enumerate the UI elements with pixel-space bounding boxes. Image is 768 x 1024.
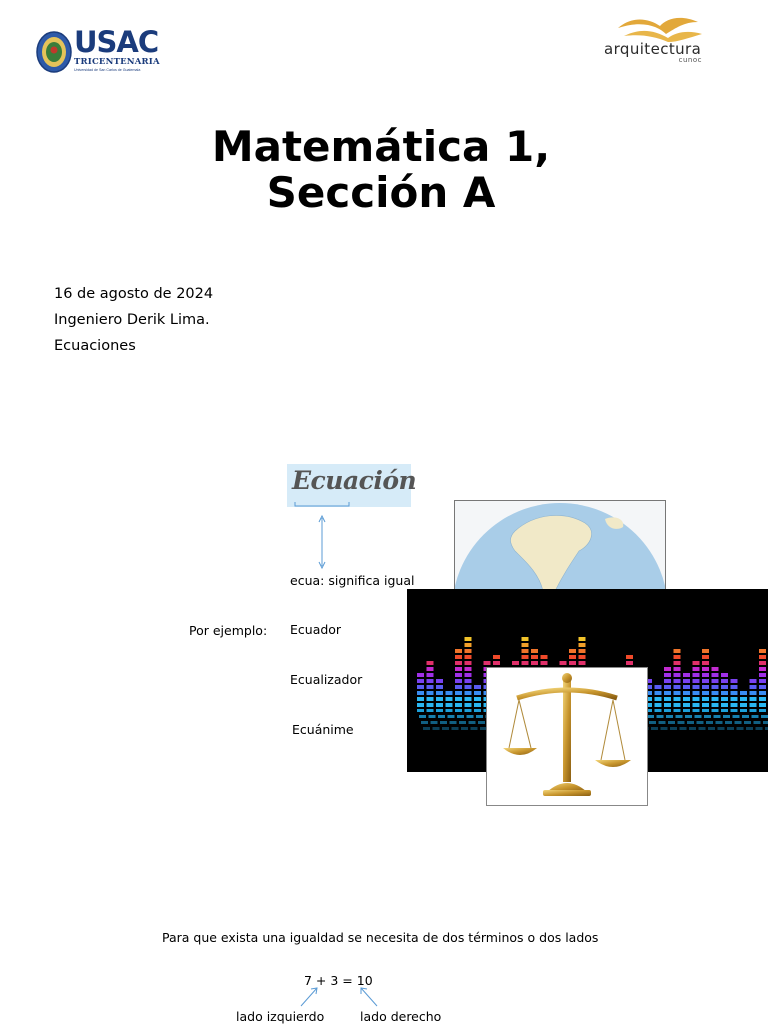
equalizer-segment [465,649,472,653]
equalizer-segment [721,703,728,707]
equalizer-floor-segment [659,721,666,724]
equalizer-floor-segment [759,709,766,712]
topic-text: Ecuaciones [54,338,136,354]
equalizer-segment [455,649,462,653]
equalizer-segment [674,673,681,677]
equalizer-segment [626,655,633,659]
equalizer-segment [427,703,434,707]
equalizer-floor-segment [649,721,656,724]
equalizer-floor-segment [427,709,434,712]
equalizer-floor-segment [438,715,445,718]
equalizer-segment [702,673,709,677]
equalizer-floor-segment [763,721,768,724]
equalizer-segment [455,673,462,677]
equalizer-segment [427,691,434,695]
equalizer-segment [759,661,766,665]
usac-logo [36,25,160,76]
equalizer-segment [702,655,709,659]
equalizer-floor-segment [746,727,753,730]
equalizer-floor-segment [448,715,455,718]
equalizer-floor-segment [712,709,719,712]
equalizer-segment [664,667,671,671]
equalizer-floor-segment [467,715,474,718]
equalizer-segment [465,697,472,701]
equalizer-segment [759,703,766,707]
equalizer-segment [522,655,529,659]
equalizer-segment [455,697,462,701]
usac-tagline: TRICENTENARIA [74,57,160,67]
equalizer-segment [759,673,766,677]
equalizer-floor-segment [471,727,478,730]
equalizer-segment [531,655,538,659]
equalizer-segment [693,673,700,677]
equalizer-segment [455,661,462,665]
right-side-label: lado derecho [360,1009,442,1024]
equalizer-segment [693,679,700,683]
bracket-arrow [290,500,360,572]
equalizer-segment [569,661,576,665]
equalizer-segment [702,649,709,653]
equalizer-floor-segment [455,709,462,712]
equalizer-floor-segment [474,709,481,712]
equalizer-floor-segment [731,709,738,712]
equalizer-floor-segment [419,715,426,718]
equalizer-segment [465,655,472,659]
equalizer-segment [683,685,690,689]
equalizer-segment [655,691,662,695]
equalizer-segment [750,697,757,701]
equalizer-floor-segment [723,715,730,718]
equalizer-segment [626,661,633,665]
title-line-1: Matemática 1, [211,122,551,171]
equalizer-segment [522,643,529,647]
equalizer-segment [750,703,757,707]
equalizer-segment [465,667,472,671]
equalizer-segment [474,703,481,707]
equalizer-segment [731,691,738,695]
equalizer-floor-segment [421,721,428,724]
arquitectura-wordmark: arquitectura [604,40,702,58]
equalizer-floor-segment [750,709,757,712]
equalizer-segment [664,691,671,695]
meaning-text: ecua: significa igual [290,573,415,588]
equalizer-segment [531,661,538,665]
equalizer-segment [721,697,728,701]
equalizer-segment [693,703,700,707]
equalizer-segment [417,691,424,695]
equalizer-floor-segment [740,709,747,712]
equalizer-floor-segment [678,721,685,724]
equalizer-segment [740,697,747,701]
equalizer-segment [465,643,472,647]
equalizer-segment [493,661,500,665]
equalizer-floor-segment [683,709,690,712]
equalizer-floor-segment [702,709,709,712]
equalizer-segment [579,661,586,665]
equalizer-segment [655,697,662,701]
equalizer-segment [427,697,434,701]
equality-sentence: Para que exista una igualdad se necesita de dos términos o dos lados [162,930,599,945]
equalizer-segment [712,667,719,671]
equalizer-segment [569,649,576,653]
equalizer-segment [712,685,719,689]
equalizer-segment [455,679,462,683]
equalizer-segment [664,673,671,677]
left-side-label: lado izquierdo [236,1009,325,1024]
equalizer-segment [417,697,424,701]
scale-image [486,667,648,806]
equalizer-segment [750,691,757,695]
equalizer-segment [721,673,728,677]
equalizer-segment [455,655,462,659]
equalizer-segment [740,691,747,695]
equalizer-segment [446,691,453,695]
equalizer-segment [569,655,576,659]
equalizer-segment [731,703,738,707]
equalizer-segment [712,673,719,677]
equalizer-segment [541,661,548,665]
equalizer-segment [417,703,424,707]
equalizer-floor-segment [457,715,464,718]
equalizer-segment [579,643,586,647]
equalizer-floor-segment [761,715,768,718]
title-line-2: Sección A [266,168,496,217]
equalizer-floor-segment [708,727,715,730]
equalizer-segment [417,685,424,689]
ecuacion-word: Ecuación [292,466,417,495]
arquitectura-subtitle: cunoc [678,56,702,64]
equalizer-segment [759,667,766,671]
equalizer-segment [436,697,443,701]
equalizer-segment [512,661,519,665]
equalizer-segment [427,685,434,689]
equalizer-segment [417,673,424,677]
equalizer-segment [702,667,709,671]
equalizer-floor-segment [442,727,449,730]
equalizer-floor-segment [721,709,728,712]
equalizer-floor-segment [478,721,485,724]
example-equation: 7 + 3 = 10 [304,973,373,988]
equalizer-floor-segment [752,715,759,718]
equalizer-segment [427,679,434,683]
equalizer-segment [674,697,681,701]
date-text: 16 de agosto de 2024 [54,286,214,302]
equalizer-segment [465,673,472,677]
equalizer-floor-segment [664,709,671,712]
equalizer-segment [731,685,738,689]
equalizer-segment [702,703,709,707]
equalizer-segment [712,697,719,701]
equalizer-floor-segment [697,721,704,724]
example-ecuanime: Ecuánime [292,722,354,737]
equalizer-segment [579,655,586,659]
equalizer-segment [759,655,766,659]
globe-image [454,500,666,592]
equalizer-segment [759,679,766,683]
equalizer-segment [664,697,671,701]
example-ecualizador: Ecualizador [290,672,363,687]
equalizer-segment [674,679,681,683]
equalizer-segment [721,679,728,683]
equalizer-segment [531,649,538,653]
equalizer-floor-segment [423,727,430,730]
equalizer-segment [683,679,690,683]
equalizer-segment [655,685,662,689]
equalizer-segment [693,661,700,665]
equalizer-segment [750,679,757,683]
equalizer-floor-segment [754,721,761,724]
equalizer-segment [446,703,453,707]
equalizer-segment [693,685,700,689]
equalizer-floor-segment [727,727,734,730]
equalizer-floor-segment [699,727,706,730]
equalizer-segment [674,667,681,671]
equalizer-floor-segment [647,715,654,718]
equalizer-floor-segment [655,709,662,712]
equalizer-floor-segment [733,715,740,718]
equalizer-segment [436,679,443,683]
equalizer-segment [702,697,709,701]
equalizer-floor-segment [440,721,447,724]
equalizer-floor-segment [452,727,459,730]
equalizer-floor-segment [668,721,675,724]
equalizer-segment [702,691,709,695]
equalizer-floor-segment [689,727,696,730]
equalizer-segment [674,691,681,695]
equalizer-floor-segment [735,721,742,724]
equalizer-segment [759,649,766,653]
equalizer-segment [465,691,472,695]
equalizer-floor-segment [744,721,751,724]
equalizer-segment [674,661,681,665]
usac-wordmark: USAC [74,25,159,59]
example-ecuador: Ecuador [290,622,342,637]
equalizer-segment [702,661,709,665]
equalizer-segment [674,655,681,659]
equalizer-segment [693,691,700,695]
equalizer-segment [740,703,747,707]
equalizer-floor-segment [450,721,457,724]
equalizer-floor-segment [676,715,683,718]
equalizer-segment [522,637,529,641]
equalizer-segment [474,697,481,701]
equalizer-segment [436,685,443,689]
equalizer-segment [702,679,709,683]
equalizer-segment [664,685,671,689]
teacher-text: Ingeniero Derik Lima. [54,312,210,328]
equalizer-floor-segment [433,727,440,730]
equalizer-segment [731,679,738,683]
equalizer-segment [522,649,529,653]
equalizer-floor-segment [685,715,692,718]
equalizer-segment [664,703,671,707]
equalizer-segment [674,685,681,689]
equalizer-floor-segment [716,721,723,724]
equalizer-floor-segment [706,721,713,724]
page-title [0,124,762,216]
equalizer-segment [712,703,719,707]
equalizer-segment [427,673,434,677]
equalizer-segment [465,679,472,683]
equalizer-segment [683,703,690,707]
equalizer-segment [759,685,766,689]
usac-university: Universidad de San Carlos de Guatemala [74,68,141,72]
equalizer-segment [664,679,671,683]
equalizer-segment [436,703,443,707]
equalizer-segment [560,661,567,665]
equalizer-floor-segment [737,727,744,730]
equalizer-floor-segment [704,715,711,718]
equalizer-segment [455,685,462,689]
equalizer-segment [721,685,728,689]
equalizer-segment [702,685,709,689]
equalizer-segment [731,697,738,701]
equalizer-segment [693,697,700,701]
equalizer-floor-segment [666,715,673,718]
equalizer-segment [674,703,681,707]
equalizer-floor-segment [725,721,732,724]
equalizer-floor-segment [674,709,681,712]
equalizer-floor-segment [431,721,438,724]
equalizer-floor-segment [436,709,443,712]
equalizer-floor-segment [651,727,658,730]
equalizer-segment [579,637,586,641]
equalizer-floor-segment [687,721,694,724]
equalizer-segment [427,661,434,665]
equalizer-segment [427,667,434,671]
equalizer-floor-segment [469,721,476,724]
equalizer-segment [436,691,443,695]
equalizer-floor-segment [465,709,472,712]
side-arrows [295,984,385,1010]
equalizer-floor-segment [459,721,466,724]
equalizer-segment [493,655,500,659]
equalizer-segment [474,685,481,689]
equalizer-segment [579,649,586,653]
equalizer-floor-segment [756,727,763,730]
equalizer-segment [759,691,766,695]
equalizer-segment [465,685,472,689]
equalizer-floor-segment [718,727,725,730]
equalizer-segment [759,697,766,701]
equalizer-segment [683,697,690,701]
equalizer-floor-segment [742,715,749,718]
equalizer-segment [712,691,719,695]
equalizer-segment [446,697,453,701]
equalizer-segment [455,667,462,671]
equalizer-segment [541,655,548,659]
equalizer-floor-segment [693,709,700,712]
equalizer-segment [683,691,690,695]
equalizer-segment [455,691,462,695]
usac-seal-icon [36,30,72,74]
equalizer-floor-segment [714,715,721,718]
equalizer-segment [417,679,424,683]
equalizer-segment [455,703,462,707]
equalizer-floor-segment [446,709,453,712]
equalizer-segment [712,679,719,683]
equalizer-segment [655,703,662,707]
equalizer-segment [484,661,491,665]
equalizer-segment [465,637,472,641]
equalizer-floor-segment [661,727,668,730]
equalizer-floor-segment [417,709,424,712]
equalizer-segment [465,703,472,707]
globe-icon [455,501,665,591]
equalizer-segment [522,661,529,665]
arquitectura-logo [600,16,710,66]
arquitectura-wave-icon [614,16,704,42]
equalizer-floor-segment [657,715,664,718]
equalizer-segment [750,685,757,689]
equalizer-segment [465,661,472,665]
equalizer-floor-segment [461,727,468,730]
example-label: Por ejemplo: [189,623,268,638]
equalizer-segment [721,691,728,695]
equalizer-floor-segment [476,715,483,718]
equalizer-segment [474,691,481,695]
equalizer-segment [674,649,681,653]
equalizer-segment [693,667,700,671]
equalizer-floor-segment [695,715,702,718]
equalizer-floor-segment [680,727,687,730]
equalizer-floor-segment [670,727,677,730]
equalizer-segment [683,673,690,677]
equalizer-floor-segment [429,715,436,718]
scale-of-justice-icon [487,668,647,805]
